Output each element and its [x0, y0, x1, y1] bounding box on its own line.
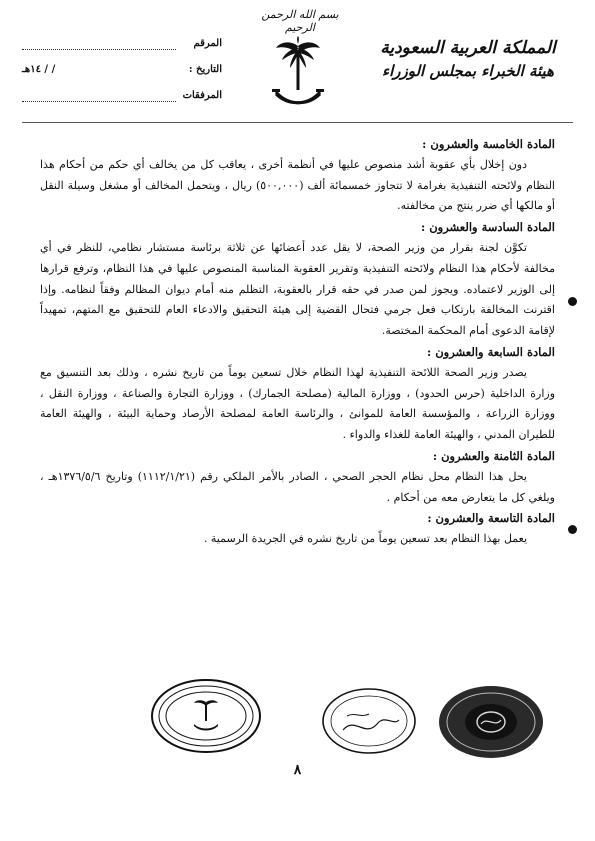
date-format: / / ١٤هـ: [22, 64, 56, 75]
ref-field: [22, 38, 222, 54]
attachments-label: المرفقات: [182, 90, 222, 101]
article-25-heading: المادة الخامسة والعشرون :: [422, 137, 555, 151]
palm-swords-emblem-icon: [270, 34, 326, 114]
document-body: [40, 134, 555, 550]
official-seal-middle: [321, 686, 417, 756]
article-27-heading: المادة السابعة والعشرون :: [426, 344, 555, 359]
ref-label: المرقم: [193, 38, 222, 49]
date-field: [22, 64, 222, 80]
article-26-heading: المادة السادسة والعشرون :: [420, 220, 555, 235]
attachments-line: [22, 101, 176, 102]
page-number: ٨: [293, 762, 302, 778]
basmala: بسم الله الرحمن الرحيم: [261, 8, 339, 34]
article-26-text: تكوَّن لجنة بقرار من وزير الصحة، لا يقل عدد أعضائها عن ثلاثة برئاسة مستشار نظامي، للنظر في أي مخالفة لأحكام هذا النظام ولائحته التنفيذية وتقرير العقوبة المناسبة المنصوص عليها في هذا النظام، وترفع قرارها إلى الوزير لاعتماده. ويجوز لمن صدر في حقه قرار بالعقوبة، التظلم منه أمام ديوان المظالم وفقاً لنظامه. وإذا اقترنت المخالفة بارتكاب فعل جرمي فتحال القضية إلى هيئة التحقيق والادعاء العام للتحقيق مع المتهم، تمهيداً لإقامة الدعوى أمام المحكمة المختصة.: [40, 240, 555, 338]
org-line-1: المملكة العربية السعودية: [380, 38, 556, 58]
official-seal-left: [150, 678, 262, 754]
ref-line: [22, 49, 176, 50]
article-27-text: يصدر وزير الصحة اللائحة التنفيذية لهذا النظام خلال تسعين يوماً من تاريخ نشره ، وذلك بعد التنسيق مع وزارة الداخلية (حرس الحدود) ، ووزارة المالية (مصلحة الجمارك) ، ووزارة التجارة والصناعة ، ووزارة النقل ، ووزارة الزراعة ، والمؤسسة العامة للموانئ ، والرئاسة العامة لمصلحة الأرصاد وحماية البيئة ، والهيئة العامة للطيران المدني ، والهيئة العامة للغذاء والدواء .: [40, 365, 555, 442]
article-28-heading: المادة الثامنة والعشرون :: [432, 448, 555, 463]
punch-hole: [568, 297, 577, 306]
official-seal-right: [437, 684, 545, 760]
attachments-field: [22, 90, 222, 106]
header-divider: [22, 122, 573, 123]
punch-hole: [568, 525, 577, 534]
article-25-text: دون إخلال بأي عقوبة أشد منصوص عليها في أنظمة أخرى ، يعاقب كل من يخالف أي حكم من أحكام هذا النظام ولائحته التنفيذية بغرامة لا تتجاوز خمسمائة ألف (٥٠٠,٠٠٠) ريال ، ويتحمل المخالف أو مشغل وسيلة النقل أو مالكها أي ضرر ينتج من مخالفته.: [40, 157, 555, 213]
article-29-text: يعمل بهذا النظام بعد تسعين يوماً من تاريخ نشره في الجريدة الرسمية .: [203, 532, 527, 546]
org-line-2: هيئة الخبراء بمجلس الوزراء: [382, 62, 554, 80]
article-29-heading: المادة التاسعة والعشرون :: [427, 511, 555, 526]
article-28-text: يحل هذا النظام محل نظام الحجر الصحي ، الصادر بالأمر الملكي رقم (١١١٢/١/٢١) وتاريخ ١٣٧٦/٥/٦هـ ، ويلغي كل ما يتعارض معه من أحكام .: [40, 469, 555, 504]
date-label: التاريخ :: [188, 64, 222, 75]
organization-name: [363, 36, 573, 82]
